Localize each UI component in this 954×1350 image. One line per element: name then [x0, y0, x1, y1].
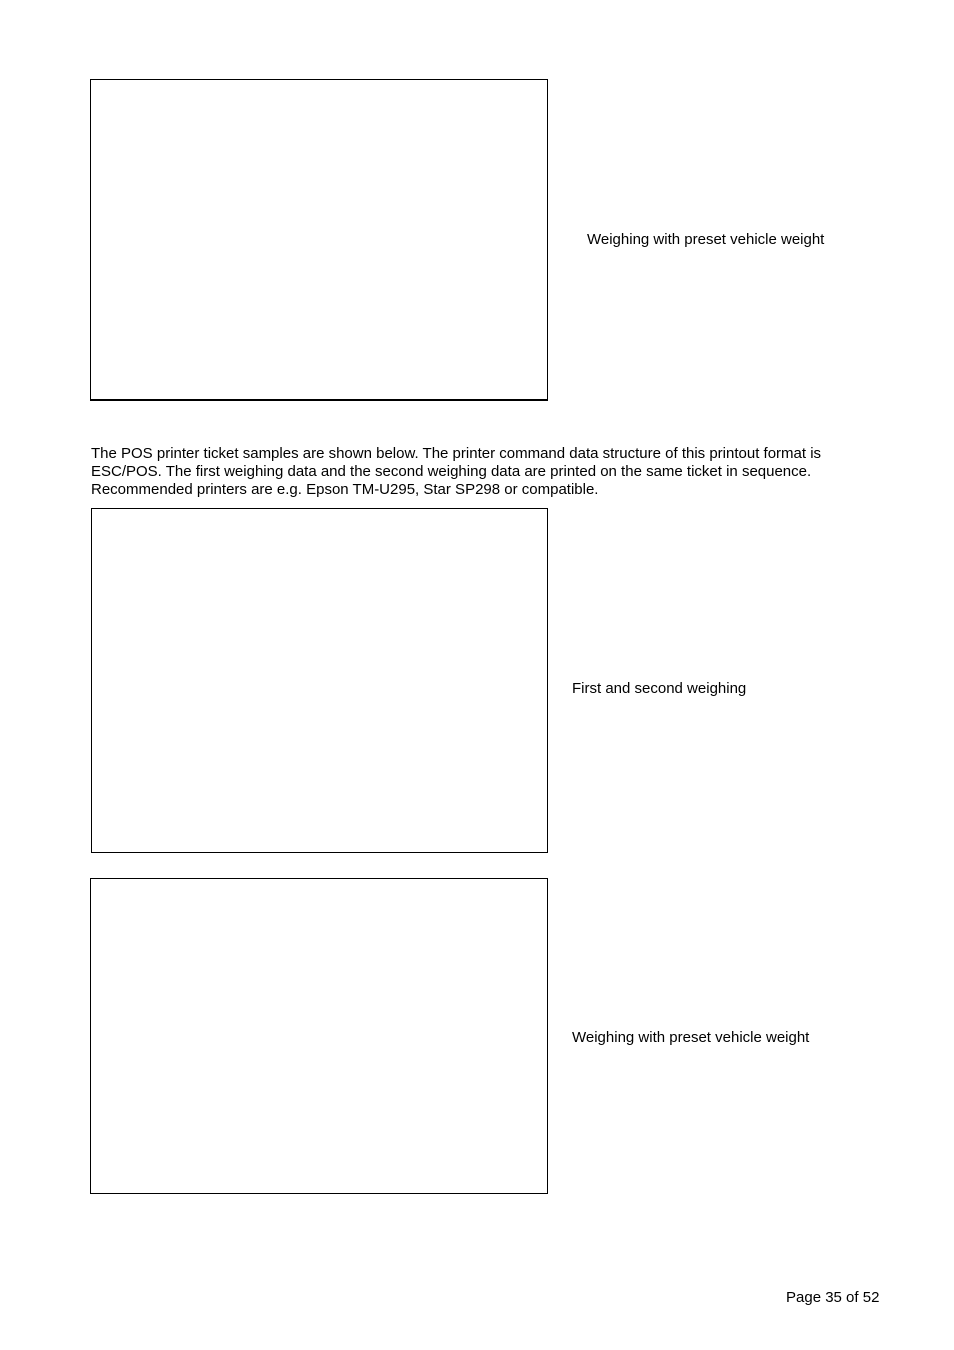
ticket-sample-caption: Weighing with preset vehicle weight — [587, 231, 825, 248]
pos-printer-description — [91, 445, 891, 499]
ticket-sample-caption: First and second weighing — [572, 680, 747, 697]
description-line: The POS printer ticket samples are shown below. The printer command data structure of this printout format is — [91, 445, 822, 462]
ticket-sample-caption: Weighing with preset vehicle weight — [572, 1029, 810, 1046]
page-number: Page 35 of 52 — [786, 1289, 880, 1306]
description-line: Recommended printers are e.g. Epson TM-U295, Star SP298 or compatible. — [91, 481, 599, 498]
ticket-sample-frame — [90, 79, 548, 401]
ticket-sample-frame — [90, 878, 548, 1194]
description-line: ESC/POS. The first weighing data and the second weighing data are printed on the same ticket in sequence. — [91, 463, 812, 480]
ticket-sample-frame — [91, 508, 548, 853]
